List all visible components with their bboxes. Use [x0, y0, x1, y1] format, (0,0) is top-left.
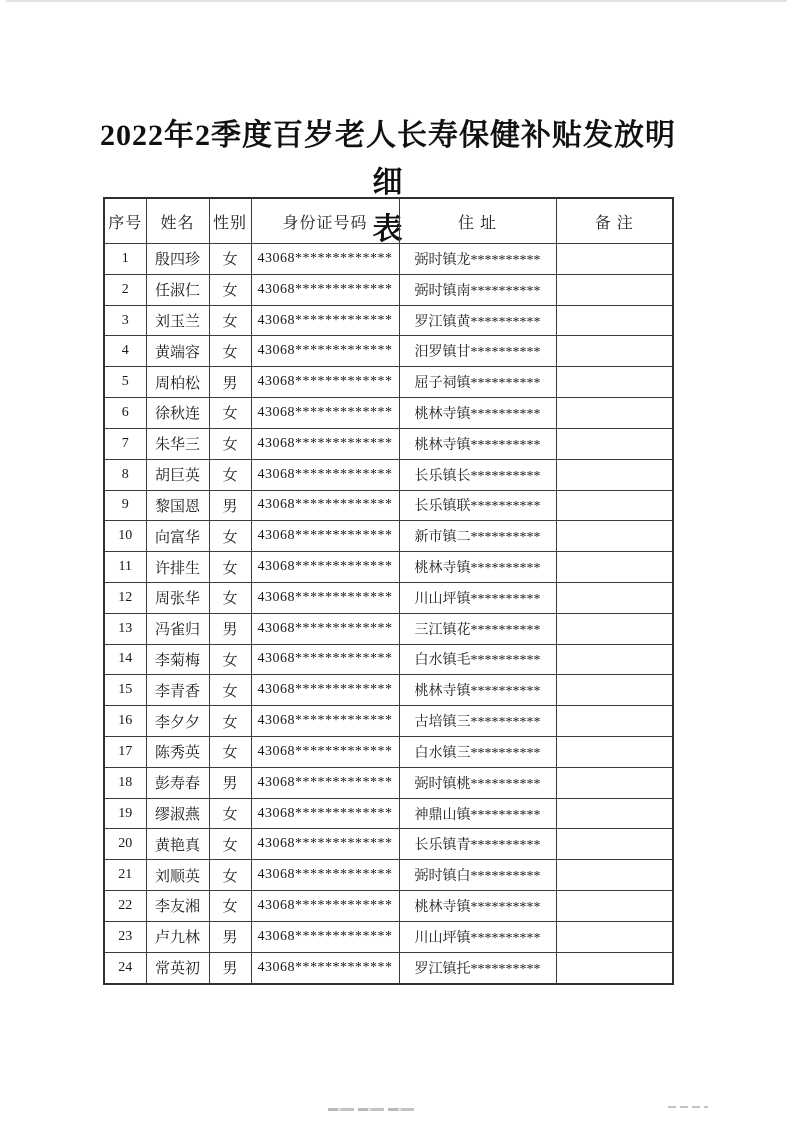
cell-gender: 女	[209, 891, 251, 922]
cell-id-number: 43068*************	[251, 428, 399, 459]
table-row	[104, 921, 673, 952]
cell-id-number: 43068*************	[251, 675, 399, 706]
cell-name: 黎国恩	[146, 490, 209, 521]
cell-gender: 女	[209, 644, 251, 675]
cell-name: 陈秀英	[146, 737, 209, 768]
table-row	[104, 459, 673, 490]
cell-name: 胡巨英	[146, 459, 209, 490]
cell-name: 向富华	[146, 521, 209, 552]
cell-address: 罗江镇托**********	[399, 952, 556, 984]
cell-gender: 女	[209, 582, 251, 613]
cell-address: 桃林寺镇**********	[399, 891, 556, 922]
cell-remark	[556, 552, 673, 583]
cell-gender: 男	[209, 921, 251, 952]
table-row	[104, 644, 673, 675]
cell-no: 24	[104, 952, 146, 984]
cell-remark	[556, 891, 673, 922]
column-header-id-number: 身份证号码	[251, 198, 399, 244]
table-row	[104, 428, 673, 459]
cell-address: 桃林寺镇**********	[399, 675, 556, 706]
cell-name: 冯雀归	[146, 613, 209, 644]
cell-gender: 女	[209, 459, 251, 490]
cell-name: 许排生	[146, 552, 209, 583]
table-row	[104, 552, 673, 583]
cell-gender: 男	[209, 490, 251, 521]
cell-remark	[556, 274, 673, 305]
cell-gender: 女	[209, 829, 251, 860]
cell-no: 16	[104, 706, 146, 737]
table-row	[104, 891, 673, 922]
cell-no: 12	[104, 582, 146, 613]
cell-no: 2	[104, 274, 146, 305]
cell-no: 17	[104, 737, 146, 768]
cell-address: 三江镇花**********	[399, 613, 556, 644]
cell-no: 7	[104, 428, 146, 459]
cell-no: 18	[104, 767, 146, 798]
cell-remark	[556, 706, 673, 737]
subsidy-table	[103, 197, 674, 985]
scan-artifact-bottom-right	[668, 1106, 708, 1108]
cell-address: 白水镇三**********	[399, 737, 556, 768]
column-header-no: 序号	[104, 198, 146, 244]
cell-id-number: 43068*************	[251, 336, 399, 367]
cell-id-number: 43068*************	[251, 244, 399, 275]
table-row	[104, 490, 673, 521]
cell-gender: 男	[209, 952, 251, 984]
cell-gender: 女	[209, 675, 251, 706]
cell-no: 20	[104, 829, 146, 860]
cell-address: 川山坪镇**********	[399, 921, 556, 952]
table-row	[104, 860, 673, 891]
cell-name: 彭寿春	[146, 767, 209, 798]
cell-name: 任淑仁	[146, 274, 209, 305]
cell-id-number: 43068*************	[251, 490, 399, 521]
cell-id-number: 43068*************	[251, 891, 399, 922]
table-row	[104, 367, 673, 398]
cell-no: 22	[104, 891, 146, 922]
table-row	[104, 952, 673, 984]
cell-id-number: 43068*************	[251, 613, 399, 644]
cell-name: 周柏松	[146, 367, 209, 398]
table-row	[104, 336, 673, 367]
table-row	[104, 244, 673, 275]
cell-gender: 男	[209, 367, 251, 398]
column-header-remark: 备 注	[556, 198, 673, 244]
table-row	[104, 305, 673, 336]
cell-gender: 女	[209, 398, 251, 429]
cell-address: 汨罗镇甘**********	[399, 336, 556, 367]
cell-remark	[556, 952, 673, 984]
cell-address: 神鼎山镇**********	[399, 798, 556, 829]
cell-name: 卢九林	[146, 921, 209, 952]
table-header-row	[104, 198, 673, 244]
cell-id-number: 43068*************	[251, 921, 399, 952]
cell-name: 徐秋连	[146, 398, 209, 429]
cell-id-number: 43068*************	[251, 367, 399, 398]
cell-remark	[556, 521, 673, 552]
cell-name: 李青香	[146, 675, 209, 706]
cell-id-number: 43068*************	[251, 952, 399, 984]
cell-remark	[556, 613, 673, 644]
cell-no: 21	[104, 860, 146, 891]
table-row	[104, 706, 673, 737]
cell-name: 李菊梅	[146, 644, 209, 675]
cell-id-number: 43068*************	[251, 706, 399, 737]
cell-gender: 男	[209, 613, 251, 644]
cell-no: 15	[104, 675, 146, 706]
cell-id-number: 43068*************	[251, 552, 399, 583]
cell-gender: 男	[209, 767, 251, 798]
cell-no: 10	[104, 521, 146, 552]
cell-remark	[556, 582, 673, 613]
cell-id-number: 43068*************	[251, 305, 399, 336]
cell-address: 屈子祠镇**********	[399, 367, 556, 398]
cell-remark	[556, 675, 673, 706]
cell-remark	[556, 305, 673, 336]
cell-remark	[556, 829, 673, 860]
table-row	[104, 737, 673, 768]
cell-gender: 女	[209, 552, 251, 583]
cell-no: 8	[104, 459, 146, 490]
cell-id-number: 43068*************	[251, 767, 399, 798]
table-row	[104, 767, 673, 798]
cell-address: 弼时镇桃**********	[399, 767, 556, 798]
cell-gender: 女	[209, 336, 251, 367]
cell-name: 缪淑燕	[146, 798, 209, 829]
table-row	[104, 829, 673, 860]
cell-remark	[556, 244, 673, 275]
cell-id-number: 43068*************	[251, 459, 399, 490]
cell-gender: 女	[209, 737, 251, 768]
cell-id-number: 43068*************	[251, 829, 399, 860]
cell-address: 古培镇三**********	[399, 706, 556, 737]
cell-name: 李友湘	[146, 891, 209, 922]
cell-no: 11	[104, 552, 146, 583]
cell-gender: 女	[209, 521, 251, 552]
cell-remark	[556, 336, 673, 367]
cell-id-number: 43068*************	[251, 582, 399, 613]
cell-remark	[556, 398, 673, 429]
cell-id-number: 43068*************	[251, 644, 399, 675]
cell-remark	[556, 860, 673, 891]
cell-remark	[556, 490, 673, 521]
cell-name: 黄端容	[146, 336, 209, 367]
cell-address: 长乐镇长**********	[399, 459, 556, 490]
cell-name: 刘顺英	[146, 860, 209, 891]
cell-name: 朱华三	[146, 428, 209, 459]
cell-gender: 女	[209, 428, 251, 459]
cell-gender: 女	[209, 274, 251, 305]
cell-no: 19	[104, 798, 146, 829]
cell-address: 弼时镇龙**********	[399, 244, 556, 275]
cell-no: 3	[104, 305, 146, 336]
cell-remark	[556, 459, 673, 490]
cell-address: 罗江镇黄**********	[399, 305, 556, 336]
table-row	[104, 613, 673, 644]
cell-remark	[556, 428, 673, 459]
column-header-name: 姓名	[146, 198, 209, 244]
cell-address: 长乐镇联**********	[399, 490, 556, 521]
cell-remark	[556, 367, 673, 398]
cell-address: 白水镇毛**********	[399, 644, 556, 675]
page-title-line2: 表	[372, 213, 404, 246]
cell-address: 桃林寺镇**********	[399, 398, 556, 429]
cell-id-number: 43068*************	[251, 274, 399, 305]
cell-no: 5	[104, 367, 146, 398]
table-row	[104, 582, 673, 613]
cell-remark	[556, 798, 673, 829]
table-row	[104, 274, 673, 305]
cell-gender: 女	[209, 860, 251, 891]
cell-no: 14	[104, 644, 146, 675]
table-row	[104, 798, 673, 829]
cell-remark	[556, 737, 673, 768]
cell-name: 常英初	[146, 952, 209, 984]
cell-name: 李夕夕	[146, 706, 209, 737]
page-title-line1: 2022年2季度百岁老人长寿保健补贴发放明细	[100, 119, 676, 199]
scan-artifact-top-edge	[6, 0, 787, 2]
table-row	[104, 675, 673, 706]
cell-gender: 女	[209, 305, 251, 336]
cell-no: 13	[104, 613, 146, 644]
cell-gender: 女	[209, 706, 251, 737]
cell-name: 黄艳真	[146, 829, 209, 860]
table-body	[104, 244, 673, 985]
column-header-gender: 性别	[209, 198, 251, 244]
cell-id-number: 43068*************	[251, 398, 399, 429]
cell-address: 弼时镇南**********	[399, 274, 556, 305]
cell-no: 23	[104, 921, 146, 952]
cell-no: 1	[104, 244, 146, 275]
column-header-address: 住 址	[399, 198, 556, 244]
cell-gender: 女	[209, 798, 251, 829]
cell-gender: 女	[209, 244, 251, 275]
cell-address: 桃林寺镇**********	[399, 428, 556, 459]
table-row	[104, 398, 673, 429]
cell-address: 川山坪镇**********	[399, 582, 556, 613]
cell-id-number: 43068*************	[251, 737, 399, 768]
cell-id-number: 43068*************	[251, 860, 399, 891]
cell-name: 周张华	[146, 582, 209, 613]
cell-remark	[556, 644, 673, 675]
cell-remark	[556, 921, 673, 952]
scan-artifact-bottom-center	[328, 1108, 416, 1111]
cell-remark	[556, 767, 673, 798]
cell-name: 殷四珍	[146, 244, 209, 275]
cell-address: 桃林寺镇**********	[399, 552, 556, 583]
cell-id-number: 43068*************	[251, 521, 399, 552]
cell-no: 9	[104, 490, 146, 521]
cell-address: 新市镇二**********	[399, 521, 556, 552]
cell-address: 长乐镇青**********	[399, 829, 556, 860]
cell-no: 4	[104, 336, 146, 367]
table-row	[104, 521, 673, 552]
cell-address: 弼时镇白**********	[399, 860, 556, 891]
cell-name: 刘玉兰	[146, 305, 209, 336]
cell-no: 6	[104, 398, 146, 429]
table-header	[104, 198, 673, 244]
cell-id-number: 43068*************	[251, 798, 399, 829]
